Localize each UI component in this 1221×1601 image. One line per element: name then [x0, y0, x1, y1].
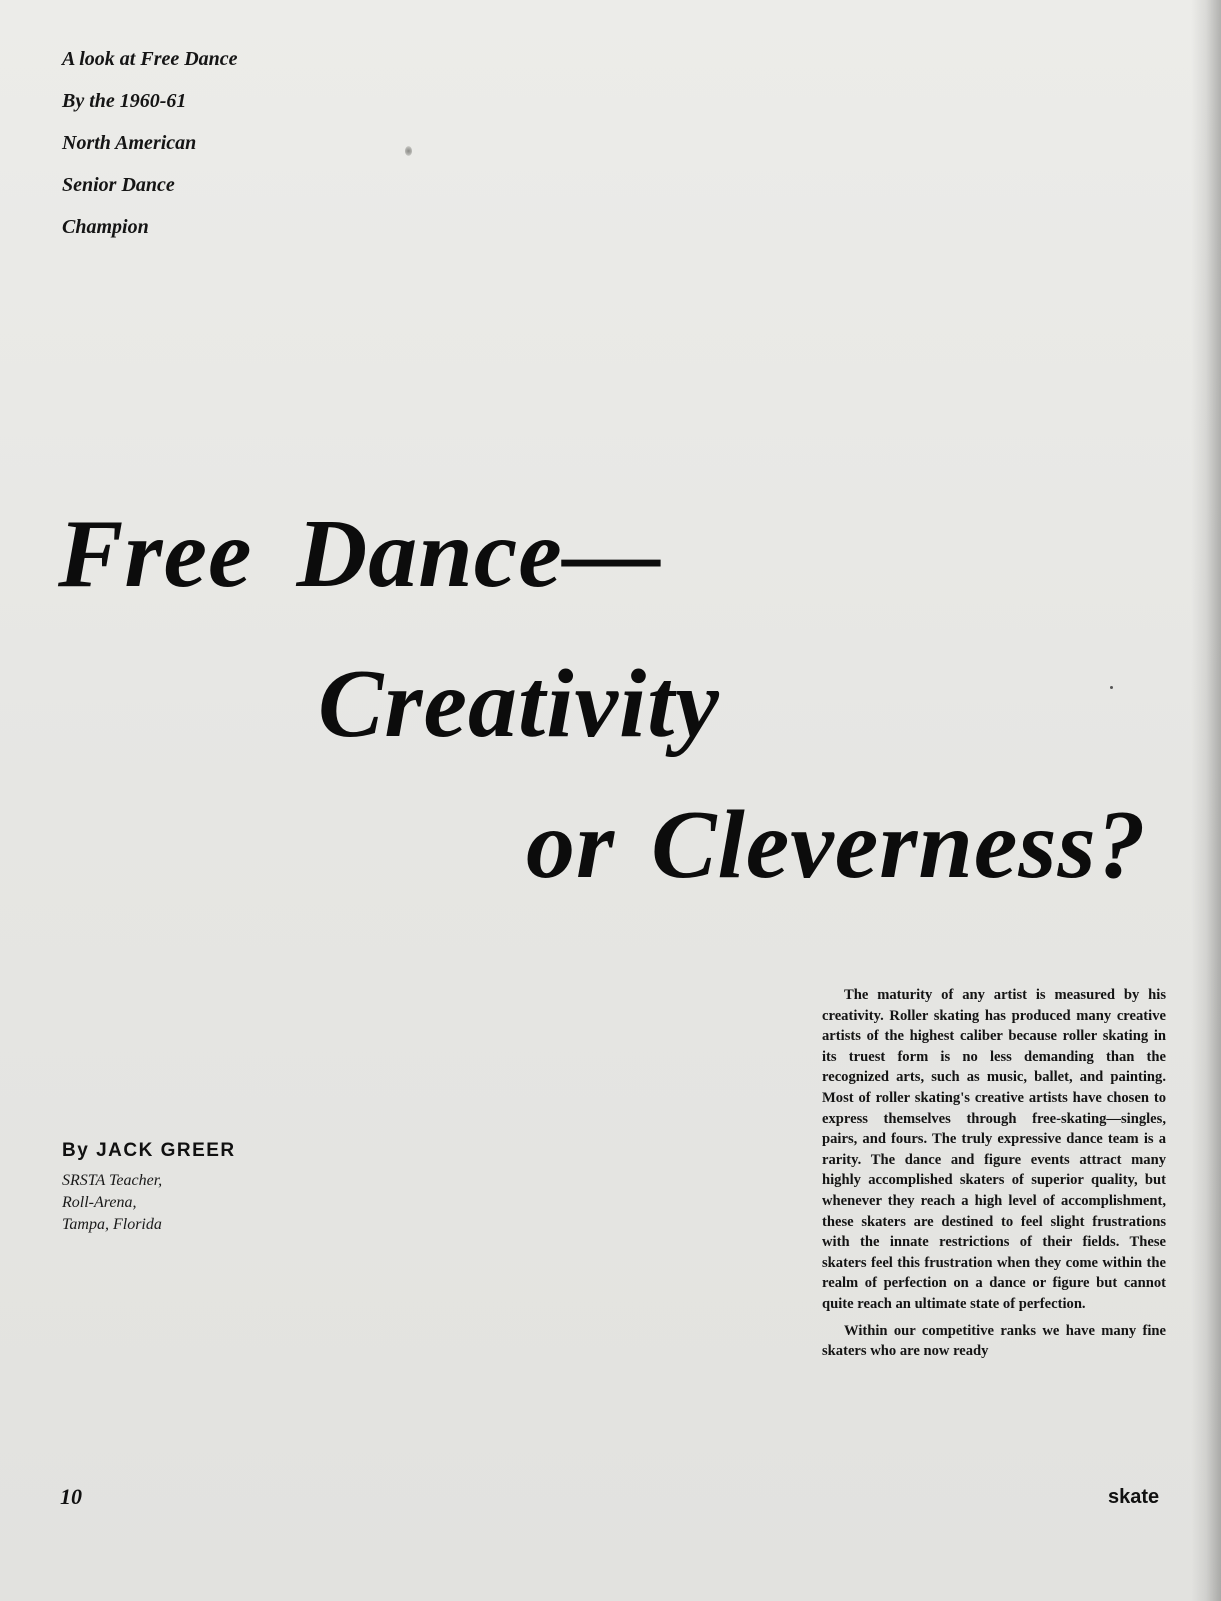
- headline-word: Dance—: [296, 500, 662, 608]
- kicker-line: North American: [62, 132, 197, 154]
- headline-line-2: Creativity: [318, 650, 720, 758]
- body-paragraph: The maturity of any artist is measured by his creativity. Roller skating has produced many creative artists of the highest caliber because roller skating in its truest form is no less demanding than the recognized arts, such as music, ballet, and painting. Most of roller skating's creative artists have chosen to express themselves through free-skating—singles, pairs, and fours. The truly expressive dance team is a rarity. The dance and figure events attract many highly accomplished skaters of superior quality, but whenever they reach a high level of accomplishment, these skaters are destined to feel slight frustrations with the innate restrictions of their fields. These skaters feel this frustration when they come within the realm of perfection on a dance or figure but cannot quite reach an ultimate state of perfection.: [822, 987, 1166, 1312]
- headline-word: Cleverness?: [651, 791, 1147, 899]
- kicker-line: Champion: [62, 216, 149, 238]
- print-speck: [1110, 686, 1113, 689]
- kicker-blurb: [62, 38, 238, 248]
- print-speck: [405, 146, 412, 156]
- headline-word: Free: [58, 500, 253, 608]
- magazine-name: skate: [1108, 1486, 1160, 1508]
- credit-line: SRSTA Teacher,: [62, 1172, 163, 1189]
- kicker-line: A look at Free Dance: [62, 48, 238, 70]
- headline-word: or: [526, 791, 616, 899]
- author-credits: [62, 1170, 162, 1236]
- page-number: 10: [60, 1484, 82, 1509]
- kicker-line: By the 1960-61: [62, 90, 187, 112]
- article-body: [822, 985, 1166, 1368]
- kicker-line: Senior Dance: [62, 174, 175, 196]
- body-paragraph: Within our competitive ranks we have many fine skaters who are now ready: [822, 1322, 1166, 1360]
- author-byline: By JACK GREER: [62, 1140, 236, 1161]
- headline-line-3: [526, 791, 1147, 899]
- headline-line-1: [58, 500, 662, 608]
- page-edge-shadow: [1191, 0, 1221, 1601]
- credit-line: Roll-Arena,: [62, 1194, 137, 1211]
- credit-line: Tampa, Florida: [62, 1216, 162, 1233]
